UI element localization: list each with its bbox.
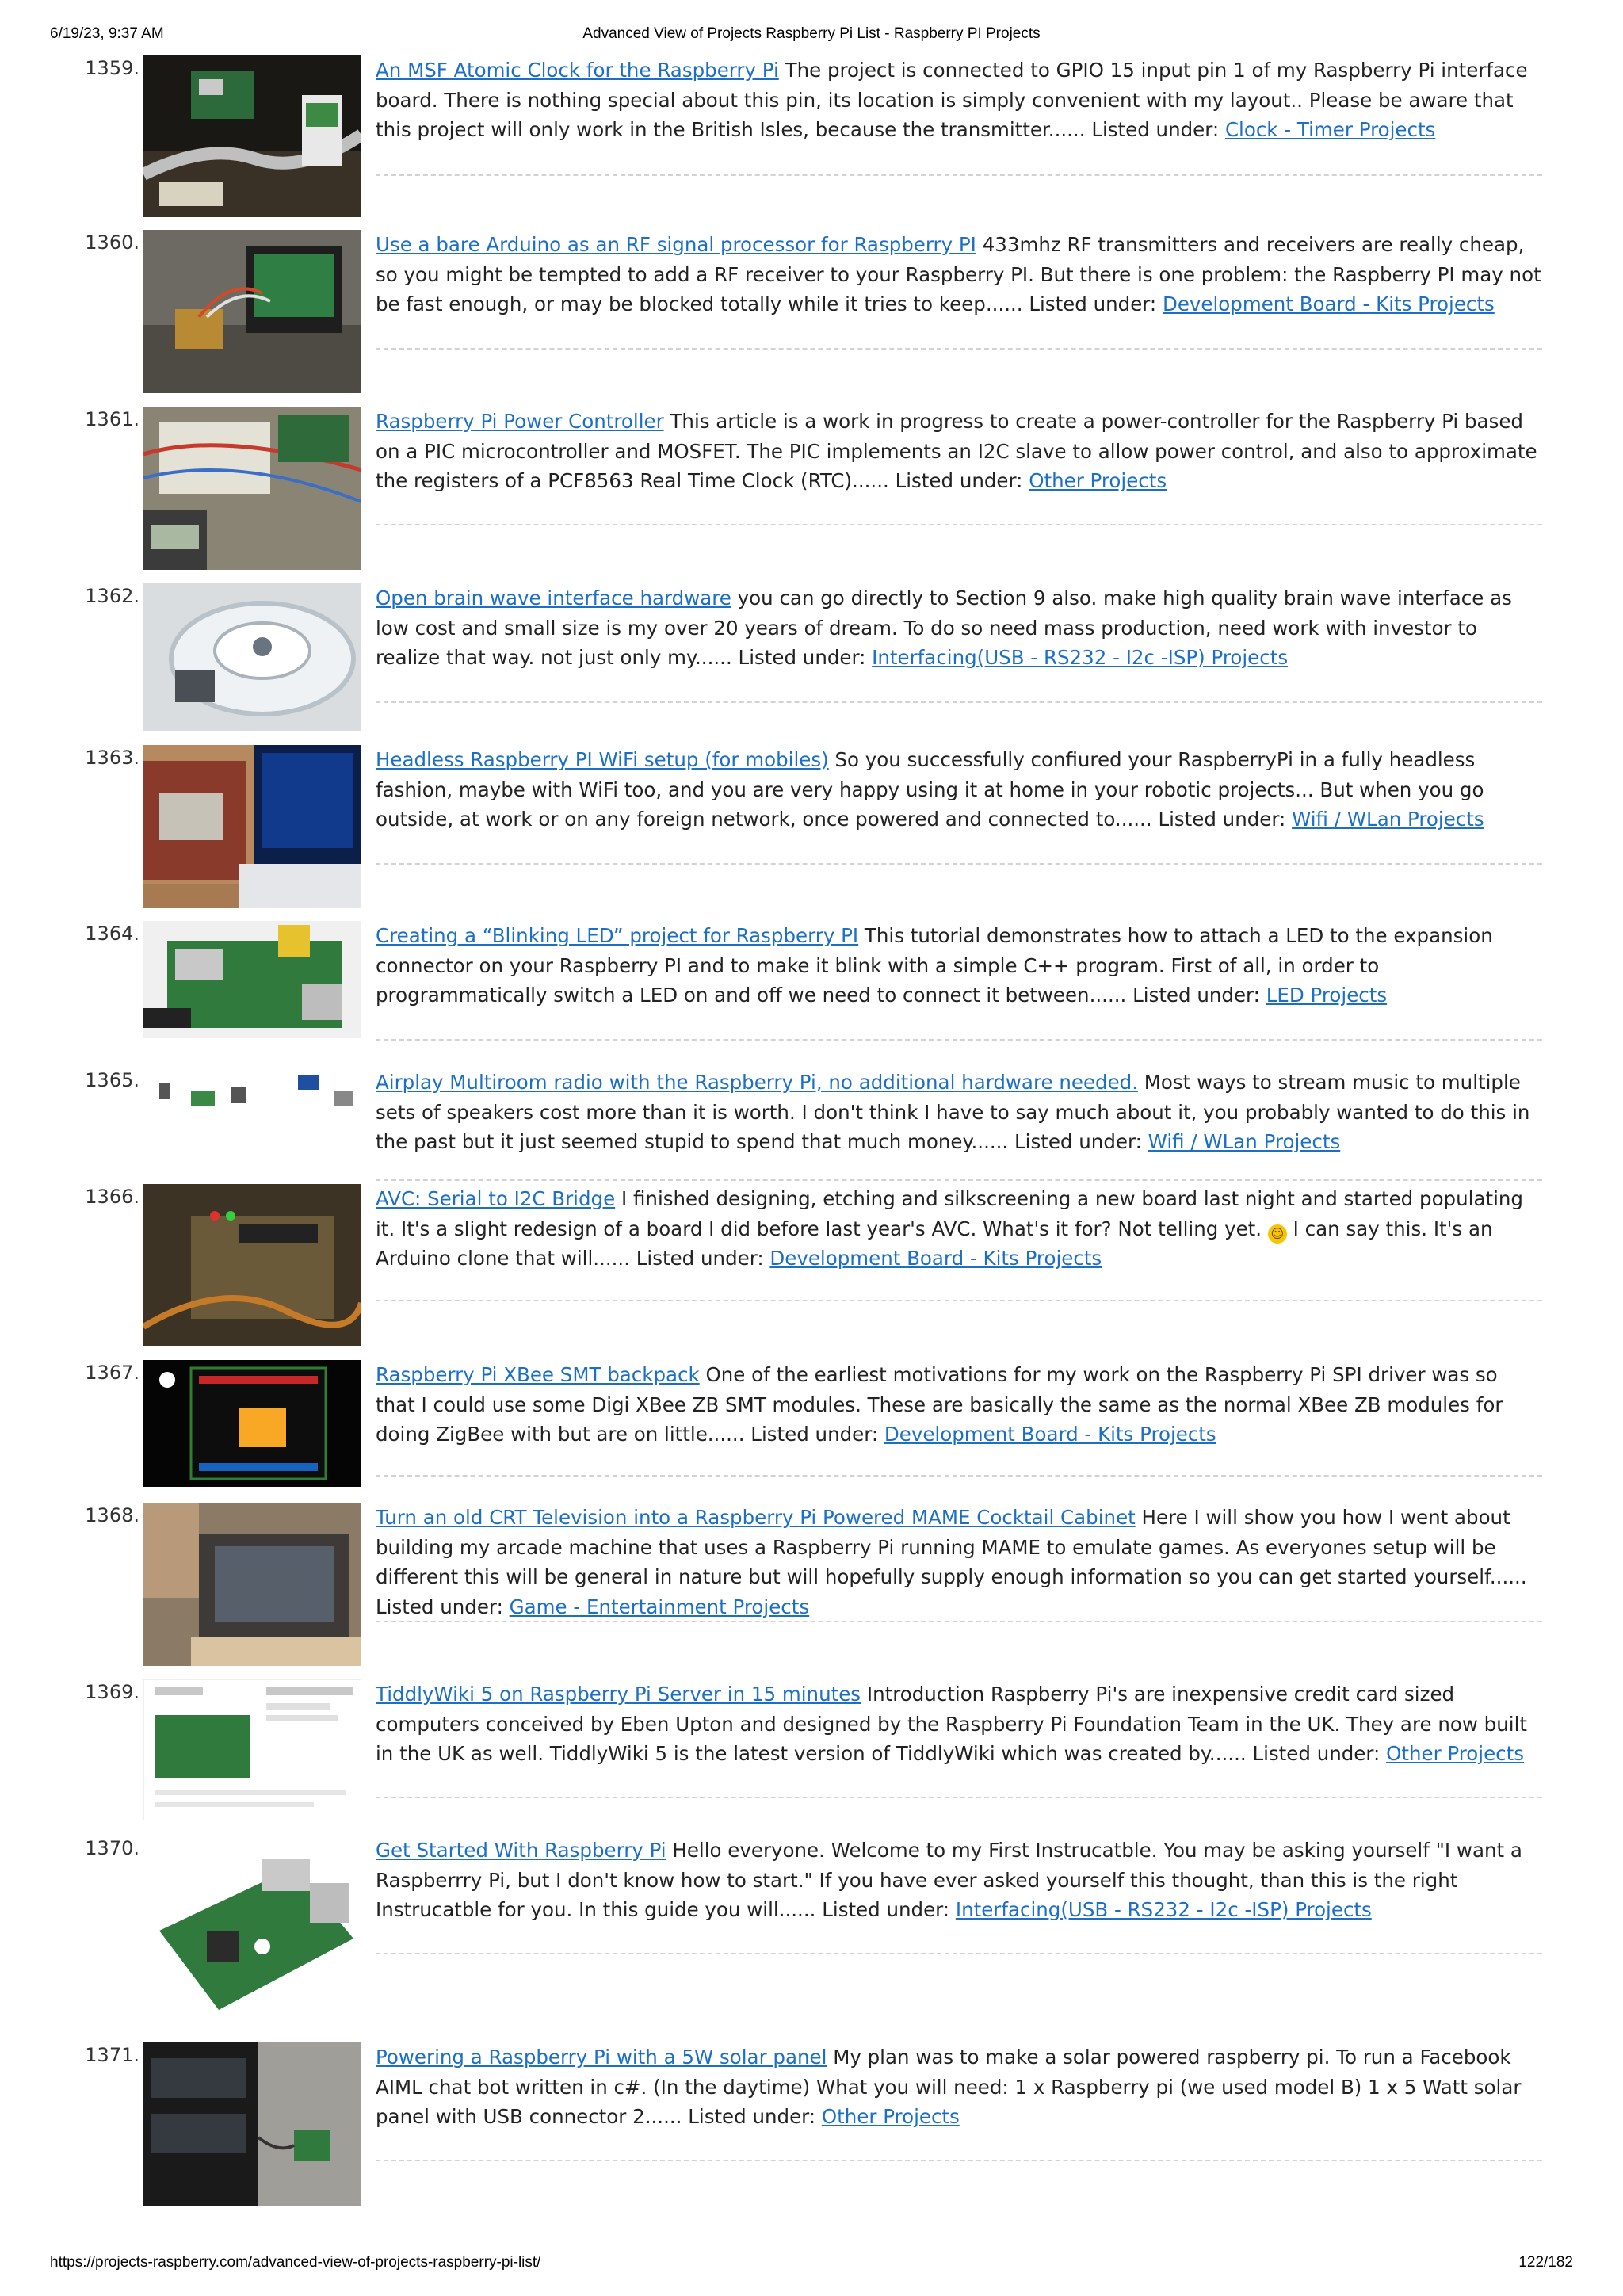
listed-under-label: Listed under:: [688, 2105, 816, 2128]
entry-text: [376, 745, 1542, 835]
listed-under-label: Listed under:: [1091, 118, 1220, 141]
project-thumbnail: [143, 407, 361, 570]
project-title-link[interactable]: Powering a Raspberry Pi with a 5W solar panel: [376, 2046, 827, 2069]
smiling-face-icon: ☺: [1268, 1224, 1287, 1244]
project-title-link[interactable]: Raspberry Pi XBee SMT backpack: [376, 1363, 700, 1386]
entry-number: 1365.: [85, 1069, 139, 1091]
category-link[interactable]: Other Projects: [1029, 469, 1167, 492]
project-description: I finished designing, etching and silkscreening a new board last night and started populating it. It's a slight redesign of a board I did before last year's AVC. What's it for? Not telling yet.: [376, 1187, 1523, 1240]
project-title-link[interactable]: Turn an old CRT Television into a Raspberry Pi Powered MAME Cocktail Cabinet: [376, 1506, 1136, 1529]
category-link[interactable]: Wifi / WLan Projects: [1292, 808, 1484, 831]
entry-separator: [376, 524, 1542, 525]
entry-text: [376, 1360, 1542, 1450]
entry-text: [376, 583, 1542, 673]
entry-separator: [376, 174, 1542, 176]
project-description: Here I will show you how I went about building my arcade machine that uses a Raspberry Pi running MAME to emulate games. As everyones setup will be different this will be general in nature but will hopefully supply enough information so you can get started yourself......: [376, 1506, 1527, 1588]
category-link[interactable]: Development Board - Kits Projects: [769, 1247, 1102, 1270]
entry-separator: [376, 1300, 1542, 1301]
project-title-link[interactable]: Raspberry Pi Power Controller: [376, 410, 664, 433]
entry-text: [376, 2042, 1542, 2132]
project-thumbnail: [143, 1836, 361, 2027]
print-page-title: Advanced View of Projects Raspberry Pi List - Raspberry PI Projects: [582, 25, 1041, 42]
category-link[interactable]: Other Projects: [821, 2105, 960, 2128]
page-counter: 122/182: [1518, 2254, 1573, 2271]
project-description: Introduction Raspberry Pi's are inexpensive credit card sized computers conceived by Eben Upton and designed by the Raspberry Pi Foundation Team in the UK. They are now built in the UK as well. TiddlyWiki 5 is the latest version of TiddlyWiki which was created by......: [376, 1683, 1527, 1765]
entry-separator: [376, 1953, 1542, 1954]
entry-number: 1364.: [85, 923, 139, 945]
category-link[interactable]: Clock - Timer Projects: [1224, 118, 1436, 141]
project-description: 433mhz RF transmitters and receivers are really cheap, so you might be tempted to add a RF receiver to your Raspberry PI. But there is one problem: the Raspberry PI may not be fast enough, or may be blocked totally while it tries to keep......: [376, 233, 1541, 315]
entry-number: 1371.: [85, 2044, 139, 2066]
project-title-link[interactable]: Use a bare Arduino as an RF signal processor for Raspberry PI: [376, 233, 976, 256]
entry-text: [376, 1503, 1542, 1622]
entry-text: [376, 1679, 1542, 1769]
project-thumbnail: [143, 1360, 361, 1487]
category-link[interactable]: Other Projects: [1386, 1742, 1525, 1765]
category-link[interactable]: Development Board - Kits Projects: [884, 1423, 1216, 1446]
entry-number: 1359.: [85, 57, 139, 79]
entry-number: 1368.: [85, 1504, 139, 1526]
listed-under-label: Listed under:: [1132, 984, 1260, 1007]
project-description: My plan was to make a solar powered raspberry pi. To run a Facebook AIML chat bot written in c#. (In the daytime) What you will need: 1 x Raspberry pi (we used model B) 1 x 5 Watt solar panel with USB connector 2......: [376, 2046, 1522, 2128]
project-title-link[interactable]: AVC: Serial to I2C Bridge: [376, 1187, 616, 1210]
listed-under-label: Listed under:: [750, 1423, 879, 1446]
project-thumbnail: [143, 1503, 361, 1666]
category-link[interactable]: Development Board - Kits Projects: [1162, 292, 1495, 315]
listed-under-label: Listed under:: [1252, 1742, 1381, 1765]
entry-number: 1370.: [85, 1837, 139, 1859]
entry-text: [376, 55, 1542, 145]
category-link[interactable]: Interfacing(USB - RS232 - I2c -ISP) Projects: [955, 1898, 1372, 1921]
project-thumbnail: [143, 55, 361, 217]
entry-text: [376, 1836, 1542, 1925]
entry-number: 1362.: [85, 585, 139, 607]
listed-under-label: Listed under:: [1029, 292, 1157, 315]
listed-under-label: Listed under:: [636, 1247, 764, 1270]
print-footer: [0, 2254, 1623, 2278]
print-datetime: 6/19/23, 9:37 AM: [50, 25, 164, 42]
entry-separator: [376, 1797, 1542, 1798]
project-thumbnail: [143, 2042, 361, 2206]
category-link[interactable]: LED Projects: [1266, 984, 1388, 1007]
category-link[interactable]: Game - Entertainment Projects: [509, 1595, 810, 1618]
entry-separator: [376, 2160, 1542, 2161]
entry-number: 1363.: [85, 747, 139, 769]
project-thumbnail: [143, 1068, 361, 1115]
project-description: Hello everyone. Welcome to my First Instrucatble. You may be asking yourself "I want a Raspberrry Pi, but I don't know how to start." If you have ever asked yourself this thought, than this is the right Instrucatble for you. In this guide you will......: [376, 1839, 1522, 1921]
listed-under-label: Listed under:: [376, 1595, 503, 1618]
entry-number: 1361.: [85, 408, 139, 430]
entry-separator: [376, 348, 1542, 350]
entry-number: 1360.: [85, 231, 139, 254]
project-title-link[interactable]: Creating a “Blinking LED” project for Raspberry PI: [376, 924, 859, 947]
project-title-link[interactable]: TiddlyWiki 5 on Raspberry Pi Server in 15 minutes: [376, 1683, 861, 1706]
project-description: you can go directly to Section 9 also. make high quality brain wave interface as low cost and small size is my over 20 years of dream. To do so need mass production, need work with investor to realize that way. not just only my......: [376, 586, 1512, 669]
print-header: [0, 25, 1623, 49]
entry-text: [376, 230, 1542, 319]
project-description: This tutorial demonstrates how to attach a LED to the expansion connector on your Raspberry PI and to make it blink with a simple C++ program. First of all, in order to programmatically switch a LED on and off we need to connect it between......: [376, 924, 1493, 1007]
category-link[interactable]: Interfacing(USB - RS232 - I2c -ISP) Projects: [872, 646, 1289, 669]
project-title-link[interactable]: Get Started With Raspberry Pi: [376, 1839, 666, 1862]
entry-separator: [376, 1179, 1542, 1181]
project-title-link[interactable]: Airplay Multiroom radio with the Raspberry Pi, no additional hardware needed.: [376, 1071, 1138, 1094]
project-title-link[interactable]: Headless Raspberry PI WiFi setup (for mobiles): [376, 748, 829, 771]
entry-text: [376, 921, 1542, 1010]
project-title-link[interactable]: Open brain wave interface hardware: [376, 586, 731, 609]
project-description: So you successfully confiured your RaspberryPi in a fully headless fashion, maybe with WiFi too, and you are very happy using it at home in your robotic projects... But when you go outside, at work or on any foreign network, once powered and connected to......: [376, 748, 1484, 831]
project-thumbnail: [143, 583, 361, 731]
entry-separator: [376, 863, 1542, 865]
entry-text: [376, 1184, 1542, 1274]
entry-separator: [376, 1039, 1542, 1041]
project-description: This article is a work in progress to create a power-controller for the Raspberry Pi based on a PIC microcontroller and MOSFET. The PIC implements an I2C slave to allow power control, and also to approximate the registers of a PCF8563 Real Time Clock (RTC)......: [376, 410, 1537, 492]
project-title-link[interactable]: An MSF Atomic Clock for the Raspberry Pi: [376, 59, 779, 82]
project-description-continued: I can say this. It's an Arduino clone that will......: [376, 1217, 1493, 1270]
listed-under-label: Listed under:: [738, 646, 866, 669]
entry-number: 1367.: [85, 1362, 139, 1384]
project-thumbnail: [143, 921, 361, 1038]
listed-under-label: Listed under:: [895, 469, 1023, 492]
print-url: https://projects-raspberry.com/advanced-view-of-projects-raspberry-pi-list/: [50, 2254, 541, 2271]
listed-under-label: Listed under:: [822, 1898, 950, 1921]
entry-number: 1366.: [85, 1186, 139, 1208]
entry-text: [376, 1068, 1542, 1157]
entry-separator: [376, 701, 1542, 703]
entry-number: 1369.: [85, 1681, 139, 1703]
project-description: The project is connected to GPIO 15 input pin 1 of my Raspberry Pi interface board. There is nothing special about this pin, its location is simply convenient with my layout.. Please be aware that this project will only work in the British Isles, because the transmitter......: [376, 59, 1528, 141]
project-thumbnail: [143, 230, 361, 393]
entry-separator: [376, 1475, 1542, 1477]
project-thumbnail: [143, 745, 361, 908]
category-link[interactable]: Wifi / WLan Projects: [1148, 1130, 1341, 1153]
project-thumbnail: [143, 1679, 361, 1820]
entry-separator: [376, 1621, 1542, 1622]
project-description: Most ways to stream music to multiple sets of speakers cost more than it is worth. I don't think I have to say much about it, you probably wanted to do this in the past but it just seemed stupid to spend that much money......: [376, 1071, 1530, 1153]
listed-under-label: Listed under:: [1158, 808, 1286, 831]
project-description: One of the earliest motivations for my work on the Raspberry Pi SPI driver was so that I could use some Digi XBee ZB SMT modules. These are basically the same as the normal XBee ZB modules for doing ZigBee with but are on little......: [376, 1363, 1503, 1446]
project-thumbnail: [143, 1184, 361, 1346]
listed-under-label: Listed under:: [1014, 1130, 1142, 1153]
entry-text: [376, 407, 1542, 496]
